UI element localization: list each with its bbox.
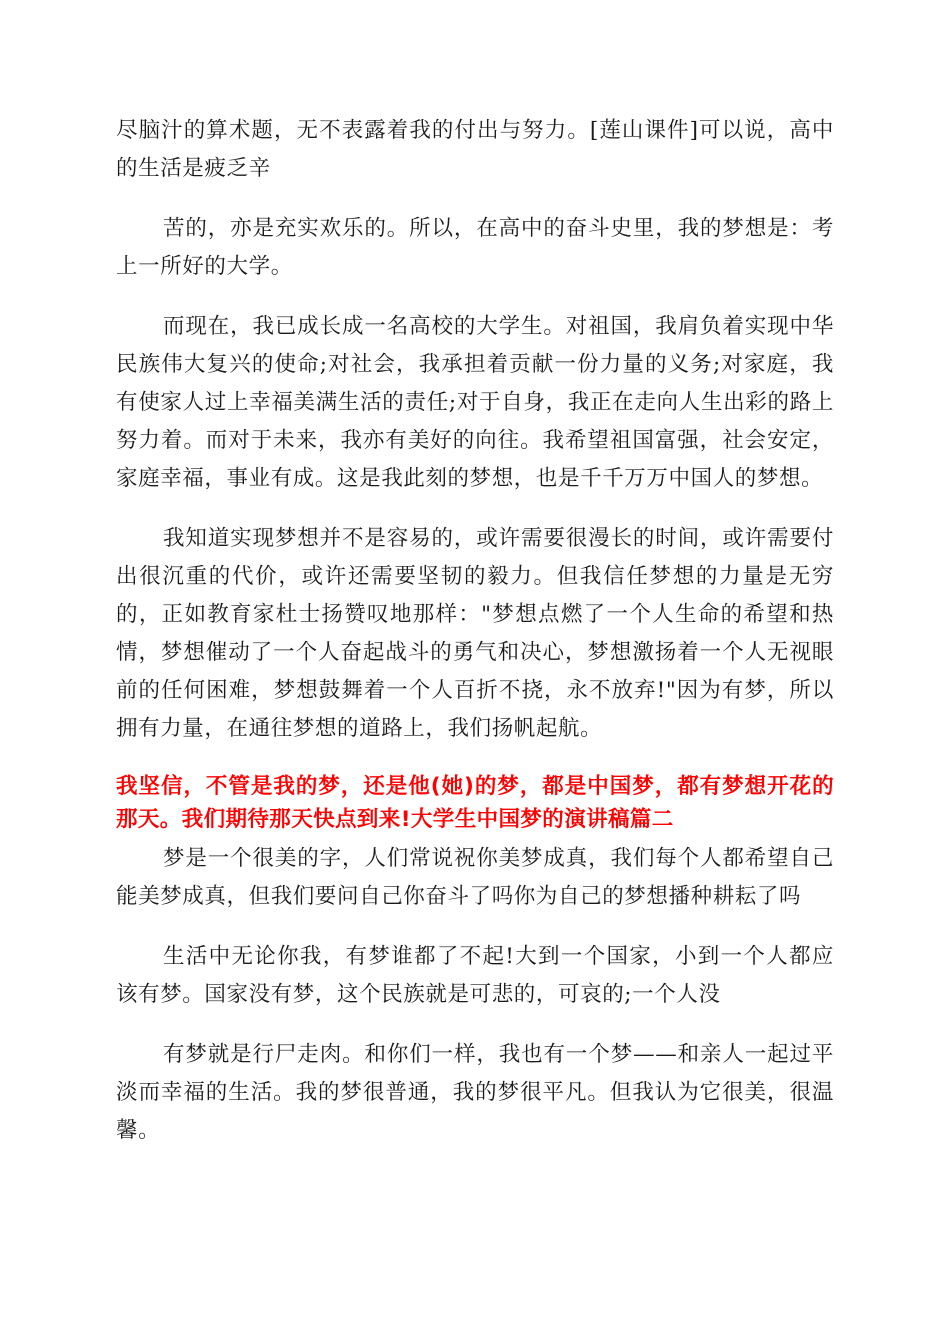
paragraph-2: 苦的，亦是充实欢乐的。所以，在高中的奋斗史里，我的梦想是：考上一所好的大学。: [116, 216, 834, 279]
paragraph-5: 梦是一个很美的字，人们常说祝你美梦成真，我们每个人都希望自己能美梦成真，但我们要问自己你奋斗了吗你为自己的梦想播种耕耘了吗: [116, 846, 834, 909]
paragraph-4: 我知道实现梦想并不是容易的，或许需要很漫长的时间，或许需要付出很沉重的代价，或许还需要坚韧的毅力。但我信任梦想的力量是无穷的，正如教育家杜士扬赞叹地那样："梦想点燃了一个人生命的希望和热情，梦想催动了一个人奋起战斗的勇气和决心，梦想激扬着一个人无视眼前的任何困难，梦想鼓舞着一个人百折不挠，永不放弃!"因为有梦，所以拥有力量，在通往梦想的道路上，我们扬帆起航。: [116, 526, 834, 741]
paragraph-6: 生活中无论你我，有梦谁都了不起!大到一个国家，小到一个人都应该有梦。国家没有梦，这个民族就是可悲的，可哀的;一个人没: [116, 944, 834, 1007]
paragraph-3: 而现在，我已成长成一名高校的大学生。对祖国，我肩负着实现中华民族伟大复兴的使命;对社会，我承担着贡献一份力量的义务;对家庭，我有使家人过上幸福美满生活的责任;对于自身，我正在走向人生出彩的路上努力着。而对于未来，我亦有美好的向往。我希望祖国富强，社会安定，家庭幸福，事业有成。这是我此刻的梦想，也是千千万万中国人的梦想。: [116, 314, 834, 491]
paragraph-1: 尽脑汁的算术题，无不表露着我的付出与努力。[莲山课件]可以说，高中的生活是疲乏辛: [116, 118, 834, 181]
paragraph-7: 有梦就是行尸走肉。和你们一样，我也有一个梦——和亲人一起过平淡而幸福的生活。我的梦很普通，我的梦很平凡。但我认为它很美，很温馨。: [116, 1042, 834, 1143]
section-heading: 我坚信，不管是我的梦，还是他(她)的梦，都是中国梦，都有梦想开花的那天。我们期待那天快点到来!大学生中国梦的演讲稿篇二: [116, 774, 834, 832]
document-page: [116, 112, 834, 1150]
